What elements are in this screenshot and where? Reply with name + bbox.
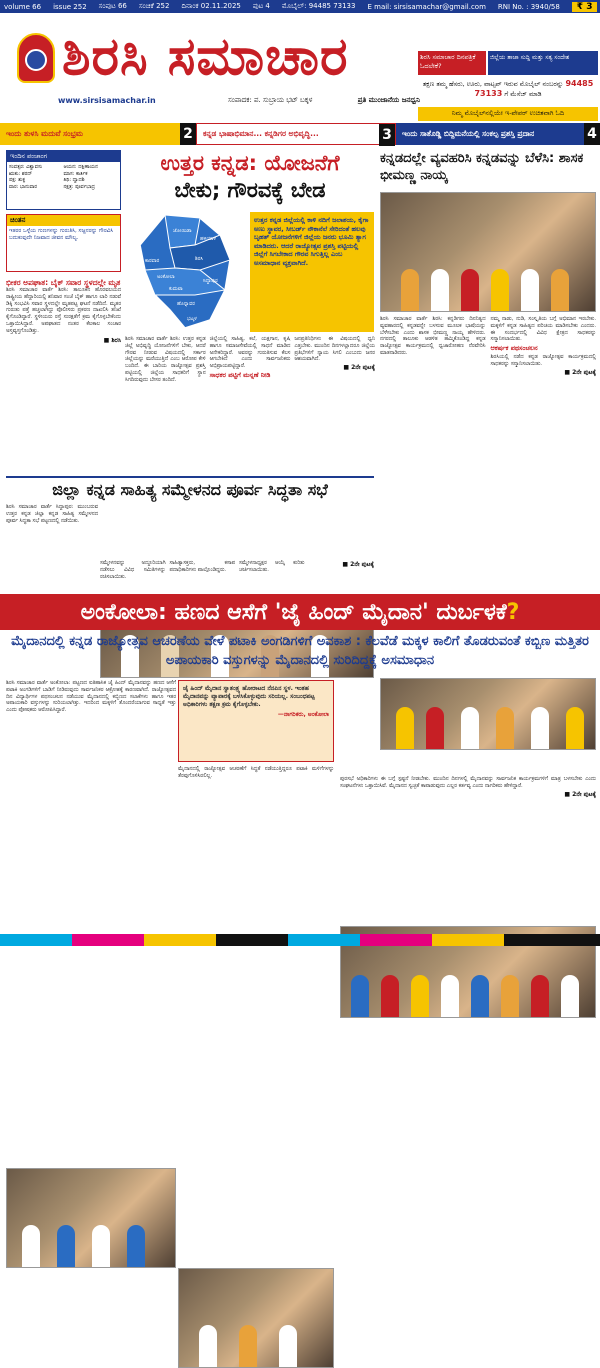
teaser-page-number: 4 — [584, 123, 600, 145]
email: E mail: sirsisamachar@gmail.com — [367, 2, 486, 11]
logo-emblem-icon — [17, 33, 55, 83]
sahitya-headline[interactable]: ಜಿಲ್ಲಾ ಕನ್ನಡ ಸಾಹಿತ್ಯ ಸಮ್ಮೇಳನದ ಪೂರ್ವ ಸಿದ್ಧತಾ ಸಭೆ — [6, 476, 374, 500]
right-story-subhead: ಆಕರ್ಷಕ ಪಥಸಂಚಲನ — [490, 344, 538, 353]
promo-epaper: ನಿಮ್ಮ ಮೊಬೈಲ್‌ನಲ್ಲಿಯೇ ಇ-ಪೇಪರ್ ಉಚಿತವಾಗಿ ಓದಿ — [418, 107, 598, 121]
promo-phone: 94485 73133 — [474, 79, 594, 98]
sahitya-columns: ಸಮ್ಮೇಳನವನ್ನು ಅದ್ದೂರಿಯಾಗಿ ನಡೆಸಲು ವಿವಿಧ ಸಮಿತಿಗಳನ್ನು ರಚಿಸಲಾಯಿತು. ಸಾಹಿತ್ಯಾಸಕ್ತರು, ಕಸಾಪ ಪದಾಧಿಕಾರಿಗಳು ಪಾಲ್ಗೊಂಡಿದ್ದರು. ಸಮ್ಮೇಳನಾಧ್ಯಕ್ಷರ ಆಯ್ಕೆ ಕುರಿತು ಚರ್ಚಿಸಲಾಯಿತು. ■ 2ನೇ ಪುಟಕ್ಕೆ — [100, 560, 374, 580]
newspaper-title: ಶಿರಸಿ ಸಮಾಚಾರ — [62, 26, 349, 87]
ankola-mid-body: ಮೈದಾನದಲ್ಲಿ ರಾಜ್ಯೋತ್ಸವ ಆಚರಣೆಗೆ ಸಿದ್ಧತೆ ನಡೆಯುತ್ತಿದ್ದರೂ ಪಟಾಕಿ ಮಳಿಗೆಗಳನ್ನು ತೆರವುಗೊಳಿಸಿರಲಿಲ್ಲ. — [178, 766, 334, 779]
kn-issue: ಸಂಚಿಕೆ 252 — [138, 2, 170, 10]
panchanga-box: ಇಂದಿನ ಪಂಚಾಂಗ ಸಂವತ್ಸರ: ವಿಶ್ವಾವಸು ಆಯನ: ದಕ್ಷಿಣಾಯನ ಋತು: ಶರದ್ ಮಾಸ: ಕಾರ್ತಿಕ ಪಕ್ಷ: ಶುಕ್ಲ ತಿಥಿ: ದ್ವಾದಶಿ ವಾರ: ಭಾನುವಾರ ನಕ್ಷತ್ರ: ಪೂರ್ವಭಾದ್ರ — [6, 150, 121, 210]
felicitation-photo — [380, 678, 596, 750]
right-headline[interactable]: ಕನ್ನಡದಲ್ಲೇ ವ್ಯವಹರಿಸಿ ಕನ್ನಡವನ್ನು ಬೆಳೆಸಿ: ಶಾಸಕ ಭೀಮಣ್ಣ ನಾಯ್ಕ — [380, 151, 584, 183]
legislator-photo — [380, 192, 596, 312]
ankola-quote-box: ಜೈ ಹಿಂದ್ ಮೈದಾನ ಸ್ವಾತಂತ್ರ್ಯ ಹೋರಾಟದ ನೆನಪಿನ ಸ್ಥಳ. ಇಂತಹ ಮೈದಾನವನ್ನು ವ್ಯಾಪಾರಕ್ಕೆ ಬಳಸಿಕೊಳ್ಳುವುದು ಸರಿಯಲ್ಲ. ಸಂಬಂಧಪಟ್ಟ ಅಧಿಕಾರಿಗಳು ತಕ್ಷಣ ಕ್ರಮ ಕೈಗೊಳ್ಳಬೇಕು. —ನಾಗರಿಕರು, ಅಂಕೋಲಾ — [178, 680, 334, 762]
date: ದಿನಾಂಕ 02.11.2025 — [181, 2, 241, 10]
main-story-subhead: ಸಾಧಕರ ಪಟ್ಟಿಗೆ ಮನ್ನಣೆ ನೀಡಿ — [209, 370, 271, 379]
teaser-page-number: 3 — [379, 124, 395, 146]
left-column — [6, 150, 121, 345]
mobile: ಮೊಬೈಲ್: 94485 73133 — [281, 2, 356, 10]
sahitya-body: ಶಿರಸಿ ಸಮಾಚಾರ ವಾರ್ತೆ ಸಿದ್ದಾಪುರ: ಮುಂಬರುವ ಉತ್ತರ ಕನ್ನಡ ಜಿಲ್ಲಾ ಕನ್ನಡ ಸಾಹಿತ್ಯ ಸಮ್ಮೇಳನದ ಪೂರ್ವ ಸಿದ್ಧತಾ ಸಭೆ ಪಟ್ಟಣದಲ್ಲಿ ನಡೆಯಿತು. — [6, 504, 98, 524]
map-label: ಶಿರಸಿ — [195, 256, 204, 262]
thought-title: ಚಿಂತನ — [7, 215, 120, 226]
issue-info-bar — [0, 0, 600, 13]
pages: ಪುಟ 4 — [252, 2, 270, 10]
map-label: ಹೊನ್ನಾವರ — [177, 301, 195, 307]
promo-why-read: ಶಿರಸಿ ಸಮಾಚಾರ ದಿನಪತ್ರಿಕೆ ಓದಲೇಕೆ? — [418, 51, 486, 75]
students-photo — [6, 1168, 176, 1268]
teaser-page-number: 2 — [180, 123, 196, 145]
left-story — [6, 278, 121, 345]
ankola-right-body: ಪುರಸಭೆ ಅಧಿಕಾರಿಗಳು ಈ ಬಗ್ಗೆ ಸ್ಪಷ್ಟನೆ ನೀಡಬೇಕು. ಮುಂದಿನ ದಿನಗಳಲ್ಲಿ ಮೈದಾನವನ್ನು ಸಾರ್ವಜನಿಕ ಕಾರ್ಯಕ್ರಮಗಳಿಗೆ ಮಾತ್ರ ಬಳಸಬೇಕು ಎಂದು ಸಂಘಟನೆಗಳು ಒತ್ತಾಯಿಸಿವೆ. ಮೈದಾನದ ಸ್ವಚ್ಛತೆ ಕಾಪಾಡುವುದು ಎಲ್ಲರ ಕರ್ತವ್ಯ ಎಂದು ನಾಗರಿಕರು ಹೇಳಿದ್ದಾರೆ. ■ 2ನೇ ಪುಟಕ್ಕೆ — [340, 776, 596, 798]
thought-text: ಇತರರ ಒಳ್ಳೆಯ ಗುಣಗಳನ್ನು ಗುರುತಿಸಿ, ಸಜ್ಜನರನ್ನು ಗೌರವಿಸಿ ಬದುಕುವುದೇ ನಿಜವಾದ ಜೀವನ ಮೌಲ್ಯ. — [9, 228, 114, 241]
masthead — [0, 13, 600, 117]
map-label: ಜೋಯಿಡಾ — [173, 228, 192, 234]
tagline: ಪ್ರತಿ ಮುಂಜಾನೆಯ ಜನಧ್ವನಿ — [357, 96, 420, 104]
teaser-1[interactable]: ಇಂದು ತುಳಸಿ ಮದುವೆ ಸಂಭ್ರಮ 2 — [0, 123, 196, 145]
color-registration-strip — [0, 934, 600, 946]
ankola-subheadline: ಮೈದಾನದಲ್ಲಿ ಕನ್ನಡ ರಾಜ್ಯೋತ್ಸವ ಆಚರಣೆಯ ವೇಳೆ ಪಟಾಕಿ ಅಂಗಡಿಗಳಿಗೆ ಅವಕಾಶ : ಕೆಲವೆಡೆ ಮಕ್ಕಳ ಕಾಲಿಗೆ ತೊಡರುವಂತೆ ಕಬ್ಬಿಣ ಮತ್ತಿತರ ಅಪಾಯಕಾರಿ ವಸ್ತುಗಳನ್ನು ಮೈದಾನದಲ್ಲಿ ಸುರಿದಿದ್ದಕ್ಕೆ ಅಸಮಾಧಾನ — [11, 634, 589, 668]
editor-credit: ಸಂಪಾದಕ: ಪ. ಸುಬ್ರಾಯ ಭಟ್ ಬಕ್ಕಳ — [228, 96, 313, 104]
map-label: ಕಾರವಾರ — [145, 258, 160, 264]
rni: RNI No. : 3940/58 — [497, 2, 560, 11]
map-label: ಹಳಿಯಾಳ — [200, 236, 217, 242]
ankola-banner-headline[interactable]: ಅಂಕೋಲಾ: ಹಣದ ಆಸೆಗೆ 'ಜೈ ಹಿಂದ್ ಮೈದಾನ' ದುರ್ಬಳಕೆ ? — [0, 594, 600, 630]
map-label: ಕುಮಟಾ — [169, 286, 183, 292]
panchanga-title: ಇಂದಿನ ಪಂಚಾಂಗ — [7, 151, 120, 162]
teaser-strip — [0, 123, 600, 145]
website-link[interactable]: www.sirsisamachar.in — [58, 96, 156, 105]
main-story-body: ಶಿರಸಿ ಸಮಾಚಾರ ವಾರ್ತೆ ಶಿರಸಿ: ಉತ್ತರ ಕನ್ನಡ ಜಿಲ್ಲೆ ಅಭಿವೃದ್ಧಿ ಯೋಜನೆಗಳಿಗೆ ಬೇಕು, ಆದರೆ ಗೌರವ ನೀಡುವ ವಿಷಯದಲ್ಲಿ ಸರ್ಕಾರ ಜಿಲ್ಲೆಯನ್ನು ಮರೆಯುತ್ತಿದೆ ಎಂಬ ಆರೋಪ ಕೇಳಿ ಬಂದಿದೆ. ಈ ಬಾರಿಯ ರಾಜ್ಯೋತ್ಸವ ಪ್ರಶಸ್ತಿ ಪಟ್ಟಿಯಲ್ಲಿ ಜಿಲ್ಲೆಯ ಸಾಧಕರಿಗೆ ಸ್ಥಾನ ಸಿಗದಿರುವುದು ಬೇಸರ ತಂದಿದೆ. ಜಿಲ್ಲೆಯಲ್ಲಿ ಸಾಹಿತ್ಯ, ಕಲೆ, ಯಕ್ಷಗಾನ, ಕೃಷಿ ಹಾಗೂ ಸಮಾಜಸೇವೆಯಲ್ಲಿ ಸಾಧನೆ ಮಾಡಿದ ಅನೇಕರಿದ್ದಾರೆ. ಅವರನ್ನು ಗುರುತಿಸುವ ಕೆಲಸ ಆಗಬೇಕಿದೆ ಎಂದು ಸಾರ್ವಜನಿಕರು ಅಭಿಪ್ರಾಯಪಟ್ಟಿದ್ದಾರೆ. ಸಾಧಕರ ಪಟ್ಟಿಗೆ ಮನ್ನಣೆ ನೀಡಿ ಜನಪ್ರತಿನಿಧಿಗಳು ಈ ವಿಷಯದಲ್ಲಿ ಧ್ವನಿ ಎತ್ತಬೇಕು. ಮುಂದಿನ ದಿನಗಳಲ್ಲಾದರೂ ಜಿಲ್ಲೆಯ ಪ್ರತಿಭೆಗಳಿಗೆ ನ್ಯಾಯ ಸಿಗಲಿ ಎಂಬುದು ಜನರ ಆಶಯವಾಗಿದೆ. ■ 2ನೇ ಪುಟಕ್ಕೆ — [125, 336, 375, 383]
left-story-byline: ■ ಶಿರಸಿ — [103, 336, 121, 344]
ankola-byline: ■ 2ನೇ ಪುಟಕ್ಕೆ — [564, 790, 596, 798]
volume: volume 66 — [4, 2, 42, 11]
right-story-byline: ■ 2ನೇ ಪುಟಕ್ಕೆ — [564, 368, 596, 376]
left-story-headline[interactable]: ಭೀಕರ ಅಪಘಾತ: ಬೈಕ್ ಸವಾರ ಸ್ಥಳದಲ್ಲೇ ಮೃತ — [6, 278, 121, 287]
main-story-byline: ■ 2ನೇ ಪುಟಕ್ಕೆ — [343, 364, 375, 372]
main-headline[interactable]: ಉತ್ತರ ಕನ್ನಡ: ಯೋಜನೆಗೆ ಬೇಕು; ಗೌರವಕ್ಕೆ ಬೇಡ — [160, 151, 340, 202]
promo-district-news: ಜಿಲ್ಲೆಯ ತಾಜಾ ಸುದ್ದಿ ಮತ್ತು ಸತ್ಯ ಸಂದೇಶ — [488, 51, 598, 75]
thought-box — [6, 214, 121, 272]
main-story-highlight: ಉತ್ತರ ಕನ್ನಡ ಜಿಲ್ಲೆಯಲ್ಲಿ ಕಾಳಿ ನದಿಗೆ ಜಲಾಶಯ, ಕೈಗಾ ಅಣು ಸ್ಥಾವರ, ಸೀಬರ್ಡ್ ನೌಕಾನೆಲೆ ಸೇರಿದಂತೆ ಹಲವು ಬೃಹತ್ ಯೋಜನೆಗಳಿಗೆ ಜಿಲ್ಲೆಯ ಜನರು ಭೂಮಿ ತ್ಯಾಗ ಮಾಡಿದರು. ಆದರೆ ರಾಜ್ಯೋತ್ಸವ ಪ್ರಶಸ್ತಿ ಪಟ್ಟಿಯಲ್ಲಿ ಜಿಲ್ಲೆಗೆ ಸಿಗಬೇಕಾದ ಗೌರವ ಸಿಗುತ್ತಿಲ್ಲ ಎಂಬ ಅಸಮಾಧಾನ ವ್ಯಕ್ತವಾಗಿದೆ. — [250, 212, 374, 332]
district-map — [125, 210, 255, 330]
map-label: ಅಂಕೋಲಾ — [157, 274, 175, 280]
right-story-caption: ಶಿರಸಿಯಲ್ಲಿ ನಡೆದ ಕನ್ನಡ ರಾಜ್ಯೋತ್ಸವ ಕಾರ್ಯಕ್ರಮದಲ್ಲಿ ಸಾಧಕರನ್ನು ಸನ್ಮಾನಿಸಲಾಯಿತು. — [490, 353, 596, 367]
map-label: ಭಟ್ಕಳ — [187, 316, 197, 322]
teaser-3[interactable]: ಇಂದು ಸಾತೊಡ್ಡಿ ಬಿದ್ದಿಮನೆಯಲ್ಲಿ ಸಂಕಲ್ಪ ಪ್ರಶಸ್ತಿ ಪ್ರದಾನ 4 — [396, 123, 600, 145]
quote-author: —ನಾಗರಿಕರು, ಅಂಕೋಲಾ — [277, 711, 329, 718]
left-story-body: ಶಿರಸಿ ಸಮಾಚಾರ ವಾರ್ತೆ ಶಿರಸಿ: ತಾಲೂಕಿನ ಹೊರವಲಯದ ರಾಷ್ಟ್ರೀಯ ಹೆದ್ದಾರಿಯಲ್ಲಿ ಶನಿವಾರ ಸಂಜೆ ಬೈಕ್ ಹಾಗೂ ಲಾರಿ ನಡುವೆ ಡಿಕ್ಕಿ ಸಂಭವಿಸಿ ಸವಾರ ಸ್ಥಳದಲ್ಲೇ ಮೃತಪಟ್ಟ ಘಟನೆ ನಡೆದಿದೆ. ಮೃತರ ಗುರುತು ಪತ್ತೆ ಹಚ್ಚಲಾಗಿದ್ದು ಪೊಲೀಸರು ಪ್ರಕರಣ ದಾಖಲಿಸಿ ತನಿಖೆ ಕೈಗೊಂಡಿದ್ದಾರೆ. ಸ್ಥಳೀಯರು ರಸ್ತೆ ಸುರಕ್ಷತೆಗೆ ಕ್ರಮ ಕೈಗೊಳ್ಳಬೇಕೆಂದು ಒತ್ತಾಯಿಸಿದ್ದಾರೆ. ಅಪಘಾತದ ನಂತರ ಕೆಲಕಾಲ ಸಂಚಾರ ಅಸ್ತವ್ಯಸ್ತಗೊಂಡಿತ್ತು. — [6, 287, 121, 334]
teaser-2[interactable]: ಕನ್ನಡ ಭಾಷಾಭಿಮಾನ... ಕನ್ನಡಿಗರ ಅಭಿವೃದ್ಧಿ... 3 — [196, 123, 396, 145]
price: ₹ 3 — [572, 2, 598, 12]
officials-photo — [178, 1268, 334, 1368]
ankola-left-body: ಶಿರಸಿ ಸಮಾಚಾರ ವಾರ್ತೆ ಅಂಕೋಲಾ: ಪಟ್ಟಣದ ಐತಿಹಾಸಿಕ ಜೈ ಹಿಂದ್ ಮೈದಾನವನ್ನು ಹಣದ ಆಸೆಗೆ ಪಟಾಕಿ ಅಂಗಡಿಗಳಿಗೆ ಬಾಡಿಗೆ ನೀಡಿರುವುದು ಸಾರ್ವಜನಿಕರ ಆಕ್ರೋಶಕ್ಕೆ ಕಾರಣವಾಗಿದೆ. ರಾಜ್ಯೋತ್ಸವದ ದಿನ ವಿದ್ಯಾರ್ಥಿಗಳ ಪಥಸಂಚಲನ ನಡೆಯುವ ಮೈದಾನದಲ್ಲಿ ಕಬ್ಬಿಣದ ಸಲಾಕೆಗಳು ಹಾಗೂ ಇತರ ಅಪಾಯಕಾರಿ ವಸ್ತುಗಳನ್ನು ಸುರಿಯಲಾಗಿತ್ತು. ಇದರಿಂದ ಮಕ್ಕಳಿಗೆ ತೊಂದರೆಯಾಗುವ ಸಾಧ್ಯತೆ ಇತ್ತು ಎಂದು ಪೋಷಕರು ಆರೋಪಿಸಿದ್ದಾರೆ. — [6, 680, 176, 714]
issue: issue 252 — [53, 2, 87, 11]
promo-whatsapp: ತಕ್ಷಣ ತಮ್ಮ ಹೆಸರು, ಊರು, ವಾಟ್ಸಪ್ ಇರುವ ಮೊಬೈಲ್ ನಂಬರನ್ನು 94485 73133 ಗೆ ಮೆಸೆಜ್ ಮಾಡಿ — [422, 79, 594, 98]
kn-volume: ಸಂಪುಟ 66 — [98, 2, 127, 10]
promo-ads — [418, 51, 598, 121]
right-story-body: ಶಿರಸಿ ಸಮಾಚಾರ ವಾರ್ತೆ ಶಿರಸಿ: ಕನ್ನಡಿಗರು ದಿನನಿತ್ಯದ ವ್ಯವಹಾರದಲ್ಲಿ ಕನ್ನಡವನ್ನೇ ಬಳಸುವ ಮೂಲಕ ಭಾಷೆಯನ್ನು ಬೆಳೆಸಬೇಕು ಎಂದು ಶಾಸಕ ಭೀಮಣ್ಣ ನಾಯ್ಕ ಹೇಳಿದರು. ನಗರದಲ್ಲಿ ತಾಲೂಕು ಆಡಳಿತ ಹಮ್ಮಿಕೊಂಡಿದ್ದ ಕನ್ನಡ ರಾಜ್ಯೋತ್ಸವ ಕಾರ್ಯಕ್ರಮದಲ್ಲಿ ಧ್ವಜಾರೋಹಣ ನೆರವೇರಿಸಿ ಮಾತನಾಡಿದರು. ನಮ್ಮ ನಾಡು, ನುಡಿ, ಸಂಸ್ಕೃತಿಯ ಬಗ್ಗೆ ಅಭಿಮಾನ ಇರಬೇಕು. ಮಕ್ಕಳಿಗೆ ಕನ್ನಡ ಸಾಹಿತ್ಯದ ಪರಿಚಯ ಮಾಡಿಸಬೇಕು ಎಂದರು. ಈ ಸಂದರ್ಭದಲ್ಲಿ ವಿವಿಧ ಕ್ಷೇತ್ರದ ಸಾಧಕರನ್ನು ಸನ್ಮಾನಿಸಲಾಯಿತು. ಆಕರ್ಷಕ ಪಥಸಂಚಲನ ಶಿರಸಿಯಲ್ಲಿ ನಡೆದ ಕನ್ನಡ ರಾಜ್ಯೋತ್ಸವ ಕಾರ್ಯಕ್ರಮದಲ್ಲಿ ಸಾಧಕರನ್ನು ಸನ್ಮಾನಿಸಲಾಯಿತು. ■ 2ನೇ ಪುಟಕ್ಕೆ — [380, 316, 596, 376]
map-label: ಸಿದ್ದಾಪುರ — [203, 278, 218, 284]
